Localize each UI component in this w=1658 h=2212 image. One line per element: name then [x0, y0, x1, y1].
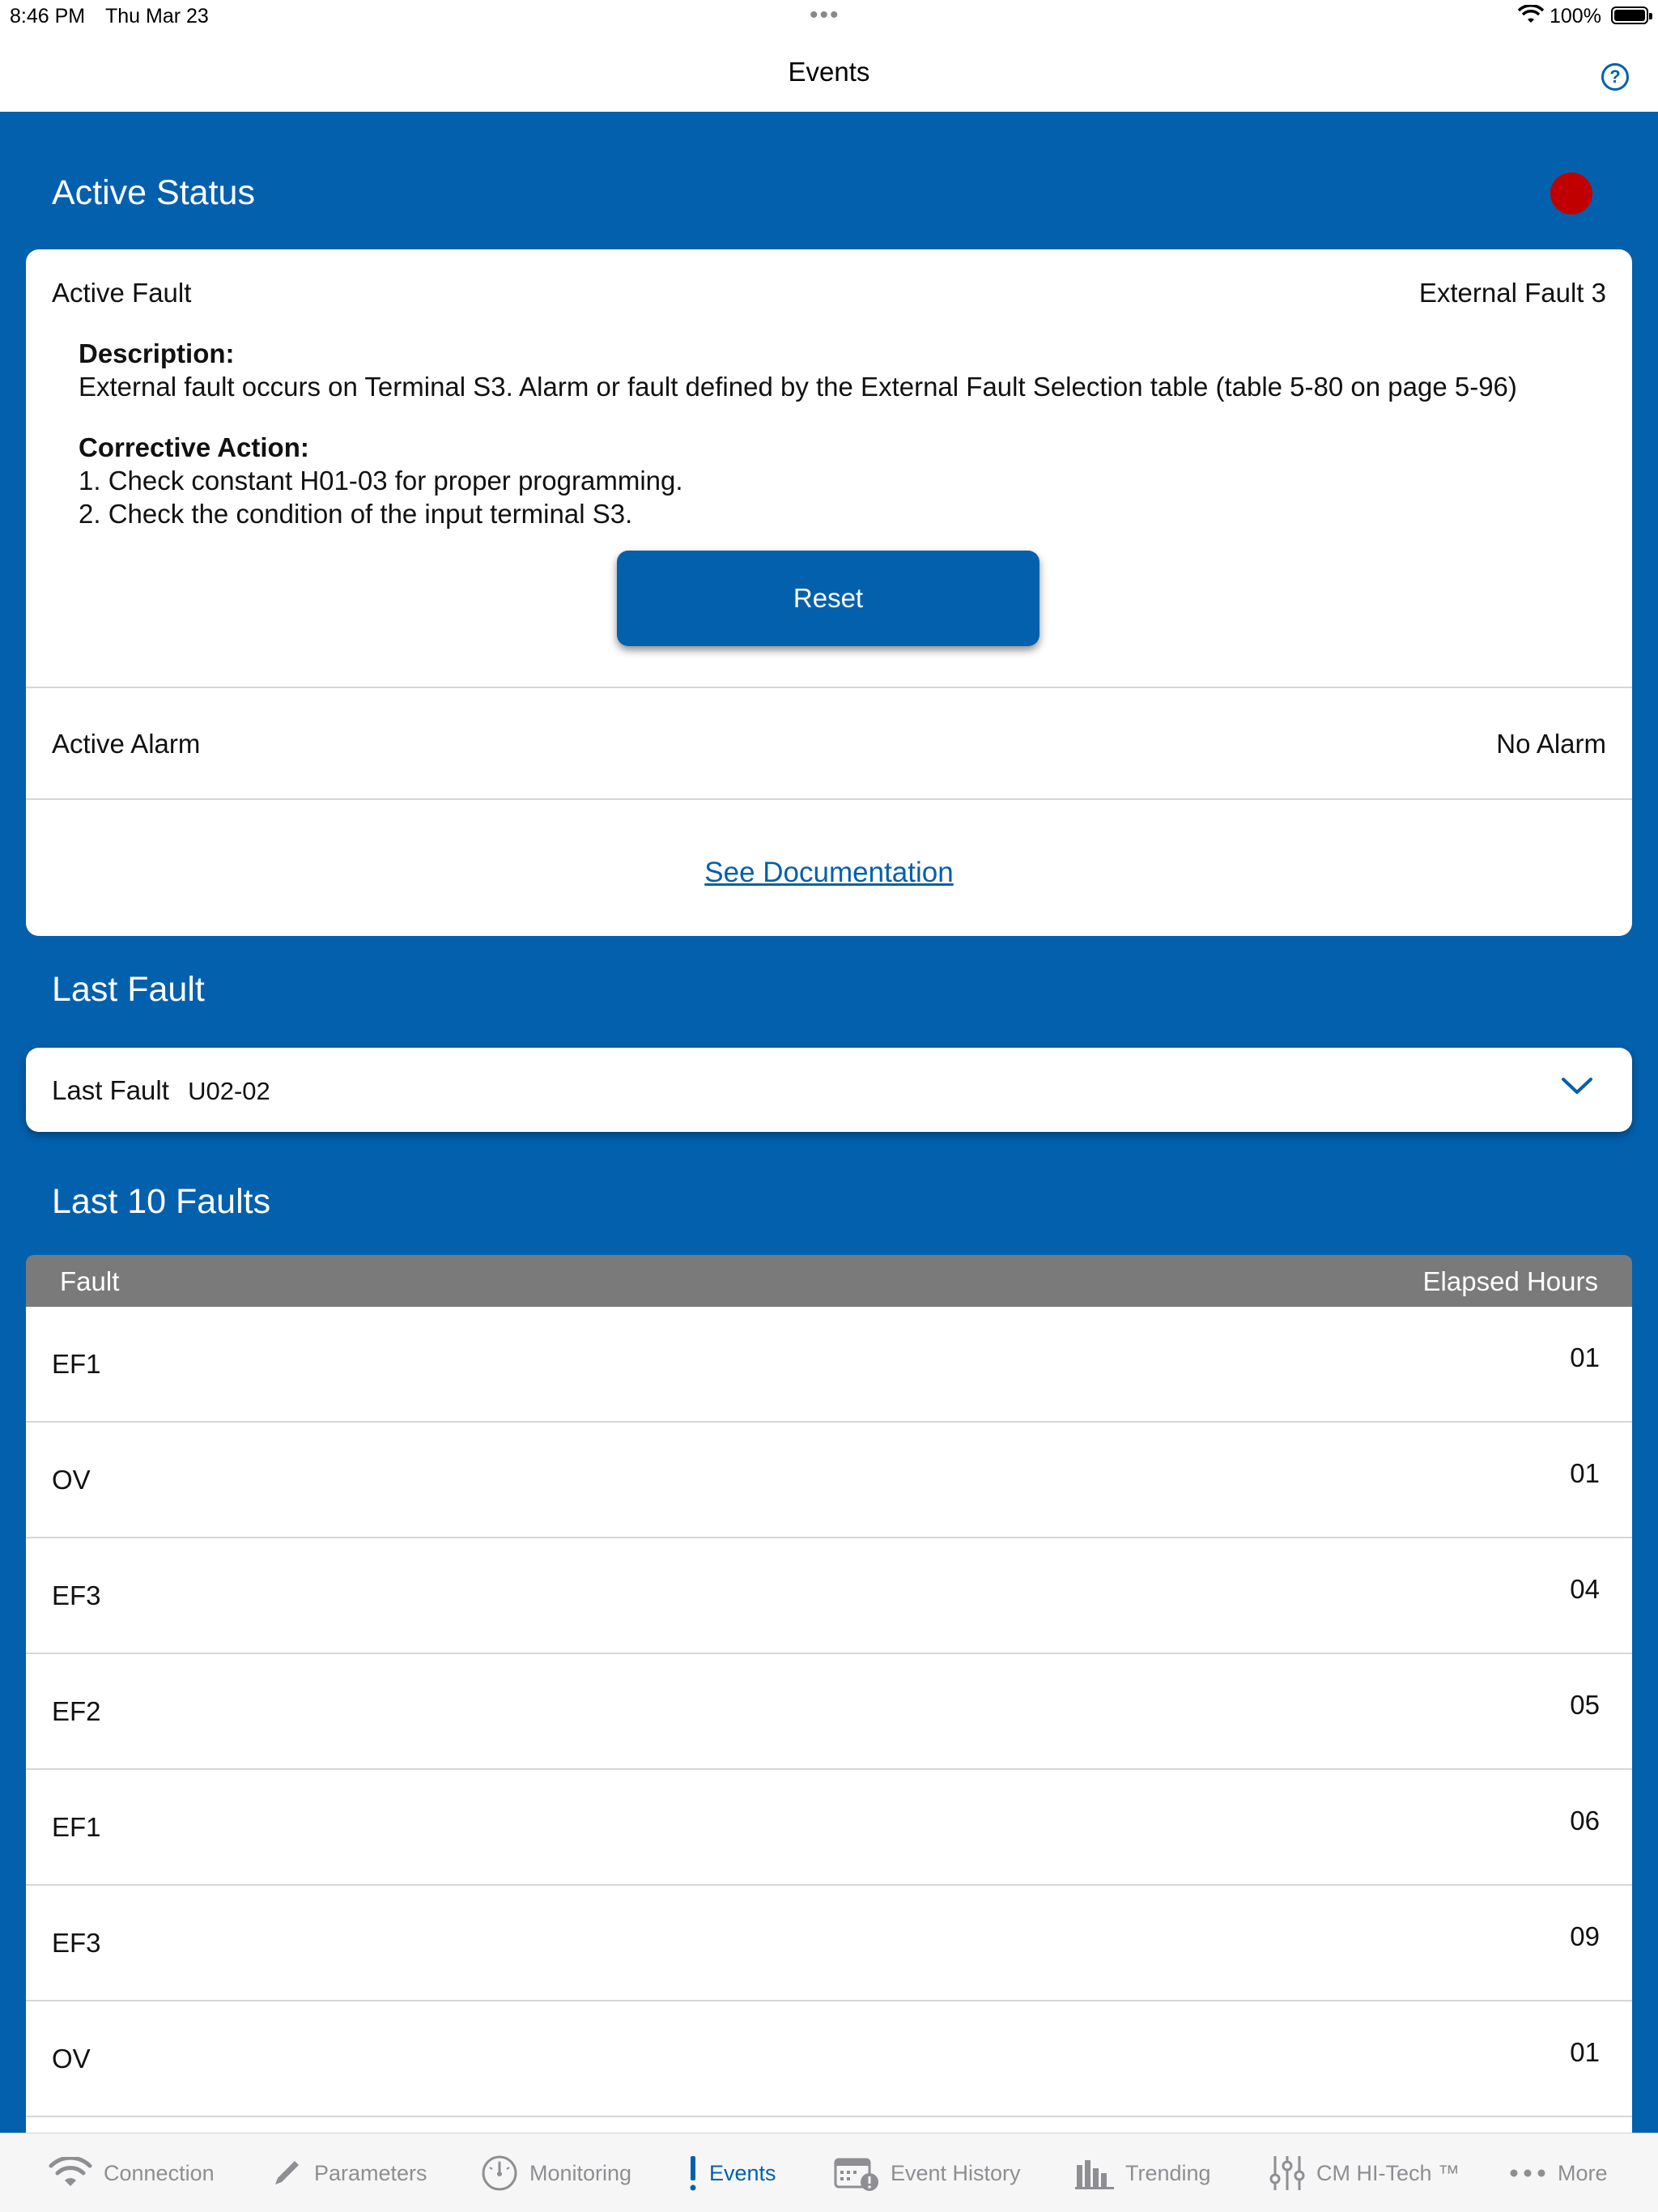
last-10-faults-title: Last 10 Faults	[52, 1182, 271, 1221]
table-row[interactable]	[26, 1423, 1632, 1538]
faults-table	[26, 1307, 1632, 2133]
battery-icon	[1611, 6, 1648, 24]
multitasking-dots-icon[interactable]: •••	[810, 2, 840, 28]
elapsed-hours: 04	[1570, 1574, 1600, 1604]
corrective-step: 2. Check the condition of the input terminal S3.	[79, 499, 633, 529]
description-heading: Description:	[79, 338, 235, 368]
chevron-down-icon[interactable]	[1561, 1077, 1593, 1095]
last-fault-title: Last Fault	[52, 970, 205, 1009]
fault-code: OV	[52, 2044, 91, 2074]
fault-indicator-icon	[1550, 172, 1592, 215]
last-fault-dropdown[interactable]	[26, 1048, 1632, 1132]
tab-label: Events	[709, 2160, 776, 2185]
tab-label: Event History	[891, 2160, 1021, 2185]
table-row[interactable]	[26, 1886, 1632, 2001]
divider	[26, 798, 1632, 800]
table-row[interactable]	[26, 1538, 1632, 1654]
pencil-icon	[270, 2157, 303, 2189]
active-status-card	[26, 249, 1632, 936]
fault-code: EF1	[52, 1812, 101, 1842]
fault-code: EF2	[52, 1696, 101, 1726]
page-title: Events	[788, 57, 870, 87]
elapsed-hours: 01	[1570, 1342, 1600, 1372]
description-text: External fault occurs on Terminal S3. Alarm or fault defined by the External Fault Selection table (table 5-80 on page 5-96)	[79, 372, 1517, 402]
status-bar	[0, 0, 1658, 32]
see-documentation-link[interactable]: See Documentation	[704, 857, 954, 888]
tab-bar	[0, 2133, 1658, 2212]
wifi-icon	[49, 2157, 92, 2189]
tab-events[interactable]	[688, 2133, 776, 2212]
tab-label: Connection	[104, 2160, 215, 2185]
fault-code: EF3	[52, 1928, 101, 1958]
gauge-icon	[481, 2155, 518, 2192]
calendar-alert-icon	[834, 2155, 879, 2192]
column-header-fault: Fault	[60, 1266, 120, 1296]
tab-parameters[interactable]	[270, 2133, 427, 2212]
active-fault-value: External Fault 3	[1418, 278, 1606, 308]
elapsed-hours: 05	[1570, 1690, 1600, 1720]
active-fault-label: Active Fault	[52, 278, 192, 308]
tab-label: More	[1558, 2160, 1608, 2185]
tab-label: Trending	[1125, 2160, 1211, 2185]
tab-event-history[interactable]	[834, 2133, 1021, 2212]
tab-connection[interactable]	[49, 2133, 215, 2212]
elapsed-hours: 09	[1570, 1921, 1600, 1951]
corrective-heading: Corrective Action:	[79, 432, 309, 462]
tab-label: Monitoring	[529, 2160, 632, 2185]
status-date: Thu Mar 23	[105, 5, 209, 28]
tab-more[interactable]	[1509, 2133, 1608, 2212]
exclamation-icon	[688, 2155, 698, 2192]
tab-label: CM HI-Tech ™	[1316, 2160, 1460, 2185]
wifi-status-icon	[1517, 5, 1545, 24]
fault-description	[79, 337, 1617, 403]
active-alarm-value: No Alarm	[1496, 729, 1606, 759]
table-row[interactable]	[26, 1307, 1632, 1423]
more-dots-icon	[1509, 2168, 1546, 2178]
last-fault-value: U02-02	[188, 1077, 270, 1105]
elapsed-hours: 06	[1570, 1806, 1600, 1836]
bar-chart-icon	[1075, 2157, 1114, 2189]
fault-code: EF1	[52, 1349, 101, 1379]
faults-table-header	[26, 1255, 1632, 1307]
divider	[26, 687, 1632, 688]
sliders-icon	[1269, 2155, 1305, 2192]
tab-cm-hi-tech[interactable]	[1269, 2133, 1460, 2212]
table-row[interactable]	[26, 1654, 1632, 1770]
corrective-step: 1. Check constant H01-03 for proper programming.	[79, 466, 683, 496]
fault-code: OV	[52, 1465, 91, 1495]
help-icon[interactable]: ?	[1601, 63, 1629, 91]
active-alarm-label: Active Alarm	[52, 729, 201, 759]
reset-button[interactable]: Reset	[617, 551, 1039, 646]
active-status-title: Active Status	[52, 173, 255, 212]
last-fault-label	[52, 1075, 270, 1106]
tab-trending[interactable]	[1075, 2133, 1211, 2212]
status-time: 8:46 PM	[10, 5, 86, 28]
tab-label: Parameters	[314, 2160, 427, 2185]
corrective-action	[79, 431, 1617, 530]
elapsed-hours: 01	[1570, 2037, 1600, 2067]
battery-percent: 100%	[1550, 5, 1601, 28]
column-header-elapsed-hours: Elapsed Hours	[1422, 1266, 1598, 1296]
table-row[interactable]	[26, 2001, 1632, 2117]
last-fault-label-text: Last Fault	[52, 1075, 169, 1105]
elapsed-hours: 01	[1570, 1458, 1600, 1488]
table-row[interactable]	[26, 1770, 1632, 1886]
navigation-bar	[0, 32, 1658, 112]
tab-monitoring[interactable]	[481, 2133, 631, 2212]
fault-code: EF3	[52, 1580, 101, 1610]
